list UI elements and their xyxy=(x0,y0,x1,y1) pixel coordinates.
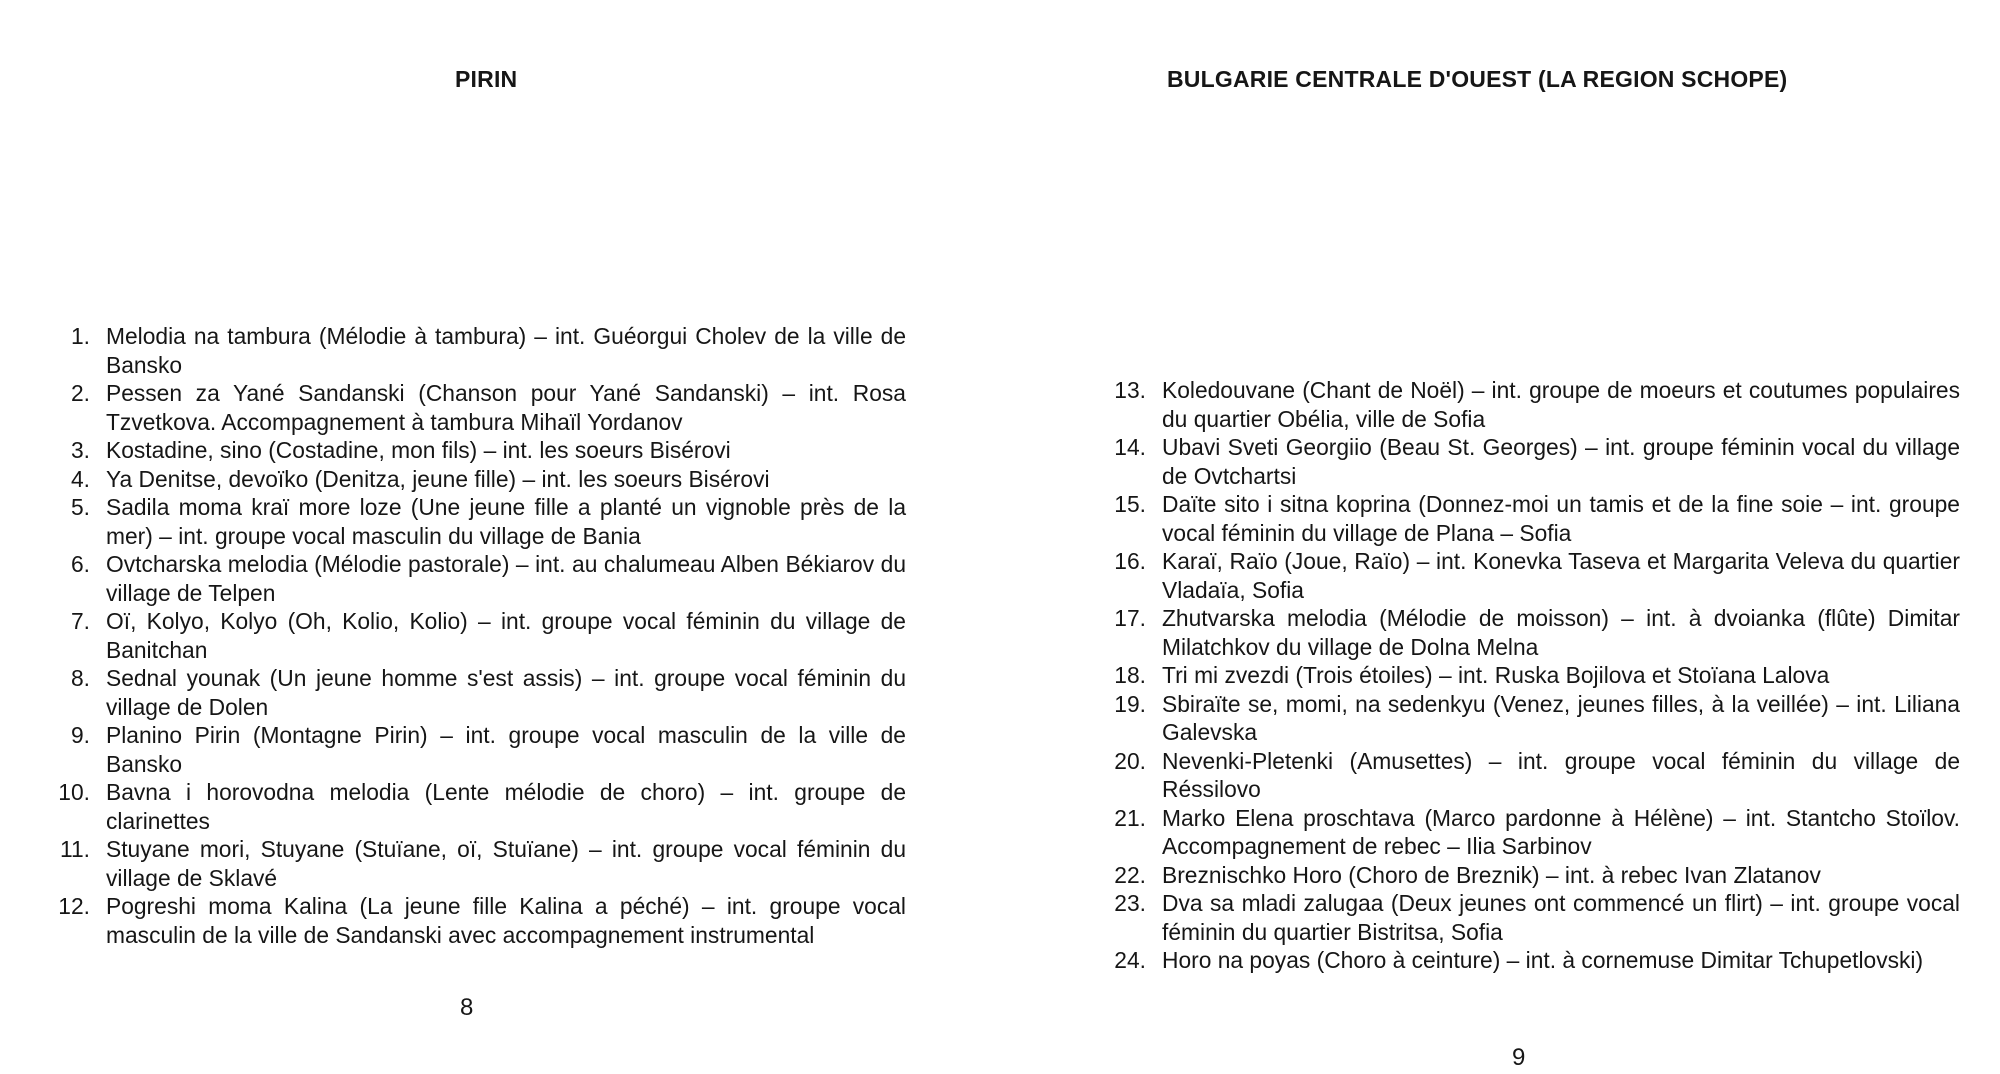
track-number: 21. xyxy=(1114,804,1146,831)
track-text: Zhutvarska melodia (Mélodie de moisson) – int. à dvoianka (flûte) Dimitar Milatchkov du village de Dolna Melna xyxy=(1162,605,1960,660)
right-page-title: BULGARIE CENTRALE D'OUEST (LA REGION SCHOPE) xyxy=(1167,66,1788,92)
track-item xyxy=(44,379,906,436)
track-text: Stuyane mori, Stuyane (Stuïane, oï, Stuïane) – int. groupe vocal féminin du village de Sklavé xyxy=(106,836,906,891)
track-number: 23. xyxy=(1114,890,1146,916)
track-text: Breznischko Horo (Choro de Breznik) – int. à rebec Ivan Zlatanov xyxy=(1162,861,1821,888)
track-item xyxy=(44,778,906,835)
track-text: Ya Denitse, devoïko (Denitza, jeune fille) – int. les soeurs Bisérovi xyxy=(106,465,770,492)
track-item xyxy=(1100,547,1960,604)
track-number: 14. xyxy=(1114,434,1146,460)
track-text: Sednal younak (Un jeune homme s'est assis) – int. groupe vocal féminin du village de Dolen xyxy=(106,665,906,720)
track-number: 1. xyxy=(70,323,90,349)
track-text: Ovtcharska melodia (Mélodie pastorale) – int. au chalumeau Alben Békiarov du village de Telpen xyxy=(106,551,906,606)
track-item xyxy=(44,835,906,892)
track-text: Dva sa mladi zalugaa (Deux jeunes ont commencé un flirt) – int. groupe vocal féminin du quartier Bistritsa, Sofia xyxy=(1162,890,1960,945)
track-text: Sadila moma kraï more loze (Une jeune fille a planté un vignoble près de la mer) – int. groupe vocal masculin du village de Bania xyxy=(106,494,906,549)
track-number: 11. xyxy=(60,836,90,862)
track-number: 4. xyxy=(70,465,90,492)
right-page xyxy=(1000,0,2000,1074)
track-number: 18. xyxy=(1114,662,1146,688)
track-item xyxy=(44,436,906,465)
track-text: Karaï, Raïo (Joue, Raïo) – int. Konevka Taseva et Margarita Veleva du quartier Vladaïa, Sofia xyxy=(1162,548,1960,603)
track-text: Melodia na tambura (Mélodie à tambura) – int. Guéorgui Cholev de la ville de Bansko xyxy=(106,323,906,378)
track-number: 20. xyxy=(1114,747,1146,774)
track-item xyxy=(1100,861,1960,890)
track-number: 22. xyxy=(1114,861,1146,888)
track-text: Ubavi Sveti Georgiio (Beau St. Georges) – int. groupe féminin vocal du village de Ovtchartsi xyxy=(1162,434,1960,489)
left-page-title: PIRIN xyxy=(455,66,518,92)
track-text: Kostadine, sino (Costadine, mon fils) – int. les soeurs Bisérovi xyxy=(106,437,731,463)
track-item xyxy=(44,493,906,550)
track-number: 9. xyxy=(70,722,90,748)
track-text: Oï, Kolyo, Kolyo (Oh, Kolio, Kolio) – int. groupe vocal féminin du village de Banitchan xyxy=(106,608,906,663)
track-text: Daïte sito i sitna koprina (Donnez-moi un tamis et de la fine soie – int. groupe vocal féminin du village de Plana – Sofia xyxy=(1162,491,1960,546)
track-text: Sbiraïte se, momi, na sedenkyu (Venez, jeunes filles, à la veillée) – int. Liliana Galevska xyxy=(1162,690,1960,745)
track-number: 13. xyxy=(1114,377,1146,403)
track-item xyxy=(44,550,906,607)
track-item xyxy=(44,322,906,379)
right-page-number: 9 xyxy=(1512,1044,1526,1071)
track-number: 7. xyxy=(70,608,90,634)
track-number: 10. xyxy=(58,779,90,805)
left-page-number: 8 xyxy=(460,994,474,1021)
track-number: 16. xyxy=(1114,548,1146,574)
track-text: Horo na poyas (Choro à ceinture) – int. à cornemuse Dimitar Tchupetlovski) xyxy=(1162,947,1924,973)
track-item xyxy=(44,465,906,494)
track-number: 24. xyxy=(1114,947,1146,973)
track-item xyxy=(1100,889,1960,946)
track-item xyxy=(1100,604,1960,661)
track-text: Bavna i horovodna melodia (Lente mélodie de choro) – int. groupe de clarinettes xyxy=(106,779,906,834)
track-text: Planino Pirin (Montagne Pirin) – int. groupe vocal masculin de la ville de Bansko xyxy=(106,722,906,777)
track-number: 8. xyxy=(70,665,90,691)
track-number: 17. xyxy=(1114,605,1146,631)
track-text: Tri mi zvezdi (Trois étoiles) – int. Ruska Bojilova et Stoïana Lalova xyxy=(1162,662,1830,688)
track-item xyxy=(44,892,906,949)
track-item xyxy=(1100,747,1960,804)
track-item xyxy=(44,664,906,721)
track-item xyxy=(1100,376,1960,433)
track-item xyxy=(1100,433,1960,490)
track-text: Nevenki-Pletenki (Amusettes) – int. groupe vocal féminin du village de Réssilovo xyxy=(1162,747,1960,802)
track-item xyxy=(1100,804,1960,861)
track-number: 2. xyxy=(70,380,90,406)
track-text: Pogreshi moma Kalina (La jeune fille Kalina a péché) – int. groupe vocal masculin de la ville de Sandanski avec accompagnement instrumental xyxy=(106,893,906,948)
track-number: 5. xyxy=(70,494,90,520)
track-number: 3. xyxy=(70,437,90,463)
track-text: Pessen za Yané Sandanski (Chanson pour Yané Sandanski) – int. Rosa Tzvetkova. Accompagnement à tambura Mihaïl Yordanov xyxy=(106,380,906,435)
track-item xyxy=(1100,490,1960,547)
track-number: 19. xyxy=(1114,690,1146,717)
track-number: 6. xyxy=(70,551,90,577)
left-track-list xyxy=(44,322,906,949)
track-item xyxy=(1100,661,1960,690)
track-item xyxy=(1100,690,1960,747)
track-number: 15. xyxy=(1114,491,1146,517)
right-track-list xyxy=(1100,376,1960,975)
track-text: Koledouvane (Chant de Noël) – int. groupe de moeurs et coutumes populaires du quartier Obélia, ville de Sofia xyxy=(1162,377,1960,432)
track-item xyxy=(44,607,906,664)
track-text: Marko Elena proschtava (Marco pardonne à Hélène) – int. Stantcho Stoïlov. Accompagnement de rebec – Ilia Sarbinov xyxy=(1162,804,1960,859)
track-item xyxy=(1100,946,1960,975)
track-item xyxy=(44,721,906,778)
track-number: 12. xyxy=(58,893,90,919)
